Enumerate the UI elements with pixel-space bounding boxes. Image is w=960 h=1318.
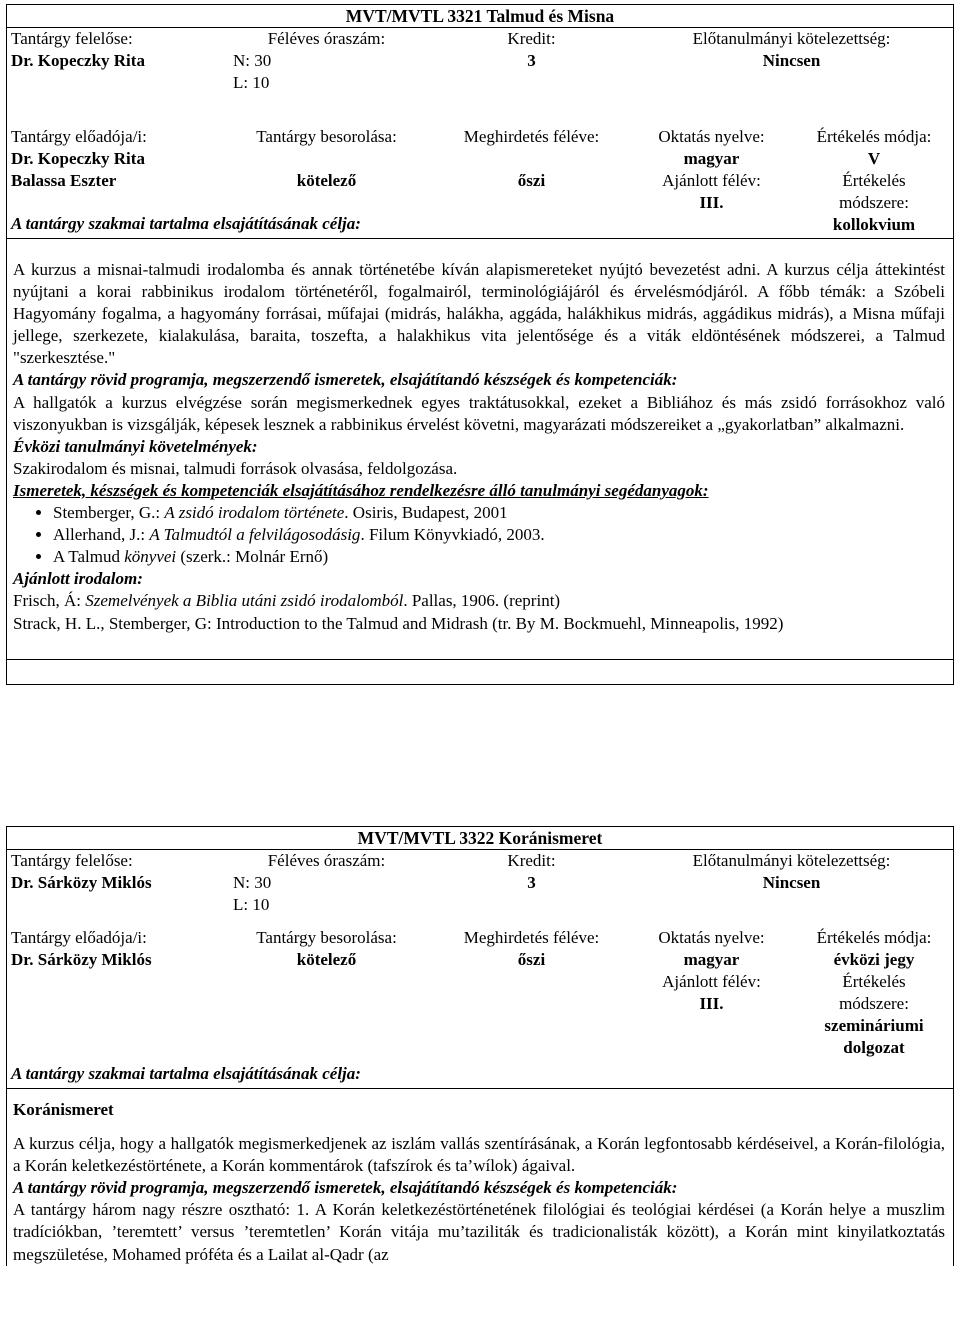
besorolas-value: kötelező [296, 171, 357, 191]
elotanulmany-value: Nincsen [762, 873, 821, 893]
eloado-label: Tantárgy előadója/i: [11, 127, 147, 146]
besorolas-cell [219, 927, 434, 971]
course-koranismeret [6, 826, 954, 1266]
ref-title: A zsidó irodalom története [164, 503, 345, 523]
program-text: A hallgatók a kurzus elvégzése során megismerkednek egyes traktátusokkal, ezeket a Bibliához és más zsidó forrásokhoz való viszonyukban is vizsgálják, képesek lesznek a rabbinikus érvelést követni, magyarázati módszereiket a „gyakorlatban” alkalmazni. [13, 392, 945, 434]
modszere-value-2: dolgozat [843, 1038, 905, 1058]
felelos-label: Tantárgy felelőse: [11, 29, 133, 48]
modszere-label: módszere: [839, 994, 909, 1014]
kredit-cell [434, 28, 629, 72]
elotanulmany-cell [629, 28, 954, 72]
ref-title: A Talmudtól a felvilágosodásig [149, 525, 361, 545]
list-item [53, 524, 945, 546]
ajanlott-felev-label: Ajánlott félév: [662, 972, 761, 992]
szakmai-cel-label: A tantárgy szakmai tartalma elsajátításának célja: [11, 1064, 361, 1083]
nyelv-label: Oktatás nyelve: [658, 127, 765, 146]
eloado-value-2: Balassa Eszter [11, 171, 117, 191]
evkozi-text: Szakirodalom és misnai, talmudi források olvasása, feldolgozása. [13, 458, 458, 478]
course-title: MVT/MVTL 3321 Talmud és Misna [6, 4, 954, 27]
oraszam-cell [219, 28, 434, 94]
ref-publisher: . Filum Könyvkiadó, 2003. [360, 525, 545, 545]
ref-author: A Talmud [53, 547, 125, 567]
segedanyag-heading: Ismeretek, készségek és kompetenciák elsajátításához rendelkezésre álló tanulmányi segédanyagok: [13, 480, 709, 500]
course-talmud-misna [6, 4, 954, 685]
ertekeles-modja-label: Értékelés módja: [816, 127, 932, 146]
modszere-value: kollokvium [832, 215, 916, 235]
nyelv-value: magyar [683, 149, 740, 169]
eloado-value: Dr. Sárközy Miklós [11, 950, 152, 970]
empty-row [6, 660, 954, 685]
meghirdetes-label: Meghirdetés féléve: [463, 928, 600, 947]
course-subtitle: Koránismeret [13, 1100, 114, 1119]
ref-author: Allerhand, J.: [53, 525, 150, 545]
ertekeles-label: Értékelés [842, 972, 906, 992]
ajanlott-felev-value: III. [699, 193, 724, 213]
ertekeles-modja-value: V [867, 149, 881, 169]
besorolas-label: Tantárgy besorolása: [256, 127, 397, 146]
ajanlott-felev-label: Ajánlott félév: [662, 171, 761, 191]
szakmai-cel-label: A tantárgy szakmai tartalma elsajátításának célja: [11, 214, 361, 233]
besorolas-value: kötelező [296, 950, 357, 970]
nyelv-value: magyar [683, 950, 740, 970]
elotanulmany-value: Nincsen [762, 51, 821, 71]
kredit-label: Kredit: [507, 851, 556, 870]
course-meta-table [6, 27, 954, 239]
ref-publisher: (szerk.: Molnár Ernő) [176, 547, 329, 567]
course-body [6, 239, 954, 660]
kredit-cell [434, 850, 629, 894]
course-meta-table [6, 849, 954, 1089]
ref-author: Stemberger, G.: [53, 503, 165, 523]
felelos-label: Tantárgy felelőse: [11, 851, 133, 870]
ertekeles-modja-value: évközi jegy [833, 950, 915, 970]
nyelv-cell [629, 126, 794, 214]
eloado-cell [11, 927, 219, 971]
felelos-value: Dr. Kopeczky Rita [11, 51, 145, 71]
szakmai-cel-heading [11, 1063, 611, 1085]
kredit-value: 3 [527, 873, 536, 893]
felelos-cell [11, 28, 219, 72]
elotanulmany-label: Előtanulmányi kötelezettség: [692, 851, 891, 870]
besorolas-label: Tantárgy besorolása: [256, 928, 397, 947]
ref-title: könyvei [124, 547, 177, 567]
elotanulmany-label: Előtanulmányi kötelezettség: [692, 29, 891, 48]
list-item [53, 502, 945, 524]
nyelv-label: Oktatás nyelve: [658, 928, 765, 947]
program-text: A tantárgy három nagy részre osztható: 1. A Korán keletkezéstörténetének filológiai és teológiai kérdései (a Korán helye a muszlim tradíciókban, ’teremtett’ versus ’teremtetlen’ Korán vitája mu’taziliták és tradicionalisták között), a Korán mint kinyilatkoztatás megszületése, Mohamed próféta és a Lailat al-Qadr (az [13, 1200, 945, 1264]
eloado-label: Tantárgy előadója/i: [11, 928, 147, 947]
ref-publisher: . Osiris, Budapest, 2001 [344, 503, 508, 523]
oraszam-cell [219, 850, 434, 916]
kredit-label: Kredit: [507, 29, 556, 48]
ertekeles-modja-label: Értékelés módja: [816, 928, 932, 947]
ajanlott-heading: Ajánlott irodalom: [13, 569, 143, 589]
course-title: MVT/MVTL 3322 Koránismeret [6, 826, 954, 849]
meghirdetes-cell [434, 927, 629, 971]
oraszam-l: L: 10 [233, 895, 270, 915]
meghirdetes-cell [434, 126, 629, 192]
modszere-label: módszere: [839, 193, 909, 213]
ertekeles-cell [794, 927, 954, 1060]
oraszam-label: Féléves óraszám: [267, 29, 386, 48]
ertekeles-cell [794, 126, 954, 236]
segedanyag-list [13, 502, 945, 568]
meghirdetes-value: őszi [517, 171, 546, 191]
ajanlott-felev-value: III. [699, 994, 724, 1014]
program-heading: A tantárgy rövid programja, megszerzendő ismeretek, elsajátítandó készségek és kompetenciák: [13, 370, 678, 390]
eloado-cell [11, 126, 219, 192]
meghirdetes-value: őszi [517, 950, 546, 970]
szakmai-cel-heading [11, 213, 611, 235]
ajanlott-item-2: Strack, H. L., Stemberger, G: Introduction to the Talmud and Midrash (tr. By M. Bockmuehl, Minneapolis, 1992) [13, 613, 784, 633]
ref-publisher: . Pallas, 1906. (reprint) [403, 591, 561, 611]
list-item [53, 546, 945, 568]
cel-text: A kurzus a misnai-talmudi irodalomba és annak történetébe kíván alapismereteket nyújtó bevezetést adni. A kurzus célja áttekintést nyújtani a korai rabbinikus irodalom történetéről, fogalmairól, terminológiájáról és érvelésmódjáról. A főbb témák: a Szóbeli Hagyomány fogalma, a hagyomány forrásai, műfajai (midrás, halákha, aggáda, halákhikus midrás, aggádikus midrás), a Misna műfaji jellege, szerkezete, kialakulása, baraita, toszefta, a halakhikus vita jelentősége és a viták eldöntésének módszerei, a Talmud "szerkesztése." [13, 260, 945, 368]
nyelv-cell [629, 927, 794, 1015]
kredit-value: 3 [527, 51, 536, 71]
ertekeles-label: Értékelés [842, 171, 906, 191]
felelos-value: Dr. Sárközy Miklós [11, 873, 152, 893]
cel-text: A kurzus célja, hogy a hallgatók megismerkedjenek az iszlám vallás szentírásának, a Korán legfontosabb kérdéseivel, a Korán-filológia, a Korán keletkezéstörténete, a Korán kommentárok (tafszírok és ta’wílok) ágaival. [13, 1134, 945, 1176]
course-body [6, 1089, 954, 1266]
evkozi-heading: Évközi tanulmányi követelmények: [13, 436, 258, 456]
meghirdetes-label: Meghirdetés féléve: [463, 127, 600, 146]
ref-title: Szemelvények a Biblia utáni zsidó irodalomból [85, 591, 404, 611]
elotanulmany-cell [629, 850, 954, 894]
oraszam-n: N: 30 [233, 51, 272, 71]
ajanlott-item-1 [13, 590, 945, 612]
oraszam-l: L: 10 [233, 73, 270, 93]
modszere-value-1: szemináriumi [824, 1016, 924, 1036]
eloado-value-1: Dr. Kopeczky Rita [11, 149, 145, 169]
ref-author: Frisch, Á: [13, 591, 86, 611]
oraszam-label: Féléves óraszám: [267, 851, 386, 870]
oraszam-n: N: 30 [233, 873, 272, 893]
felelos-cell [11, 850, 219, 894]
besorolas-cell [219, 126, 434, 192]
program-heading: A tantárgy rövid programja, megszerzendő ismeretek, elsajátítandó készségek és kompetenciák: [13, 1178, 678, 1198]
